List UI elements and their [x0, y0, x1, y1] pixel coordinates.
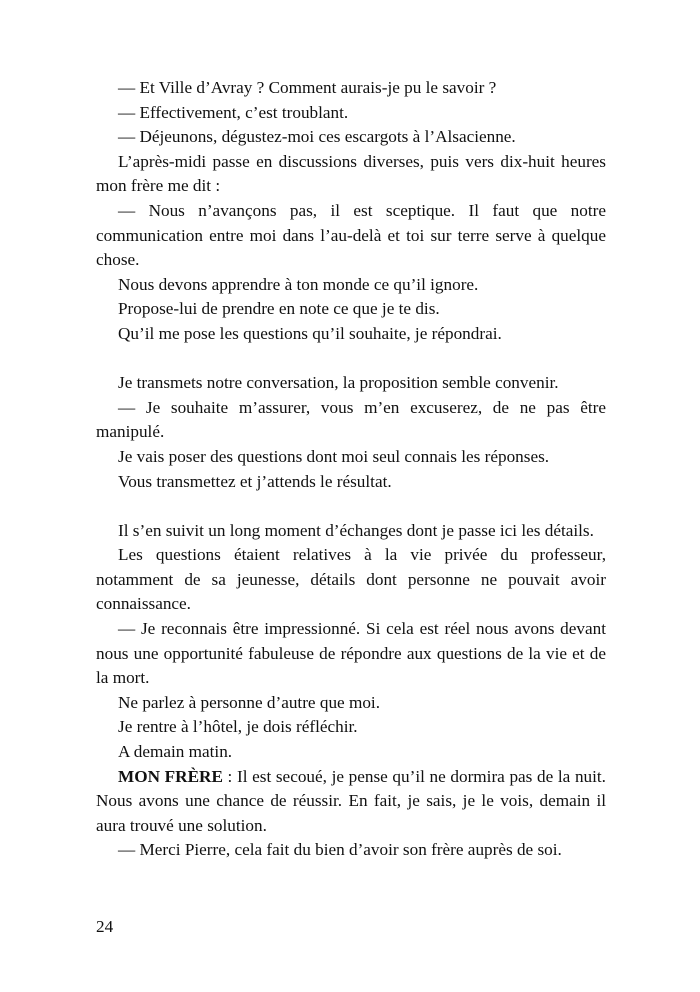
section-break: [96, 347, 606, 372]
page-number: 24: [96, 917, 114, 936]
paragraph: Je rentre à l’hôtel, je dois réfléchir.: [118, 717, 358, 737]
paragraph: — Nous n’avançons pas, il est sceptique. Il faut que notre communication entre moi dans l’au-delà et toi sur terre serve à quelque chose.: [96, 200, 606, 270]
paragraph: Ne parlez à personne d’autre que moi.: [118, 692, 380, 712]
paragraph: Les questions étaient relatives à la vie privée du professeur, notamment de sa jeunesse, détails dont personne ne pouvait avoir connaissance.: [96, 545, 606, 614]
paragraph: Je vais poser des questions dont moi seul connais les réponses.: [118, 446, 550, 466]
paragraph: Nous devons apprendre à ton monde ce qu’il ignore.: [118, 274, 479, 294]
paragraph: — Déjeunons, dégustez-moi ces escargots à l’Alsacienne.: [118, 127, 516, 147]
speaker-paragraph: [96, 765, 606, 839]
section-break: [96, 494, 606, 519]
paragraph: Il s’en suivit un long moment d’échanges dont je passe ici les détails.: [118, 520, 594, 540]
paragraph: Propose-lui de prendre en note ce que je te dis.: [118, 299, 440, 319]
paragraph: Qu’il me pose les questions qu’il souhaite, je répondrai.: [118, 323, 502, 343]
paragraph: Vous transmettez et j’attends le résultat.: [118, 471, 392, 491]
paragraph: — Merci Pierre, cela fait du bien d’avoir son frère auprès de soi.: [118, 840, 562, 860]
speaker-text: : Il est secoué, je pense qu’il ne dormira pas de la nuit. Nous avons une chance de réussir. En fait, je sais, je le vois, demain il aura trouvé une solution.: [96, 766, 606, 835]
paragraph: — Effectivement, c’est troublant.: [118, 102, 349, 122]
paragraph: — Et Ville d’Avray ? Comment aurais-je pu le savoir ?: [118, 78, 497, 97]
paragraph: — Je reconnais être impressionné. Si cela est réel nous avons devant nous une opportunité fabuleuse de répondre aux questions de la vie et de la mort.: [96, 619, 606, 688]
paragraph: — Je souhaite m’assurer, vous m’en excuserez, de ne pas être manipulé.: [96, 397, 606, 442]
paragraph: A demain matin.: [118, 742, 233, 762]
speaker-label: MON FRÈRE: [118, 766, 223, 786]
paragraph: Je transmets notre conversation, la proposition semble convenir.: [118, 373, 559, 393]
paragraph: L’après-midi passe en discussions diverses, puis vers dix-huit heures mon frère me dit :: [96, 151, 606, 196]
page-body: [96, 76, 606, 863]
